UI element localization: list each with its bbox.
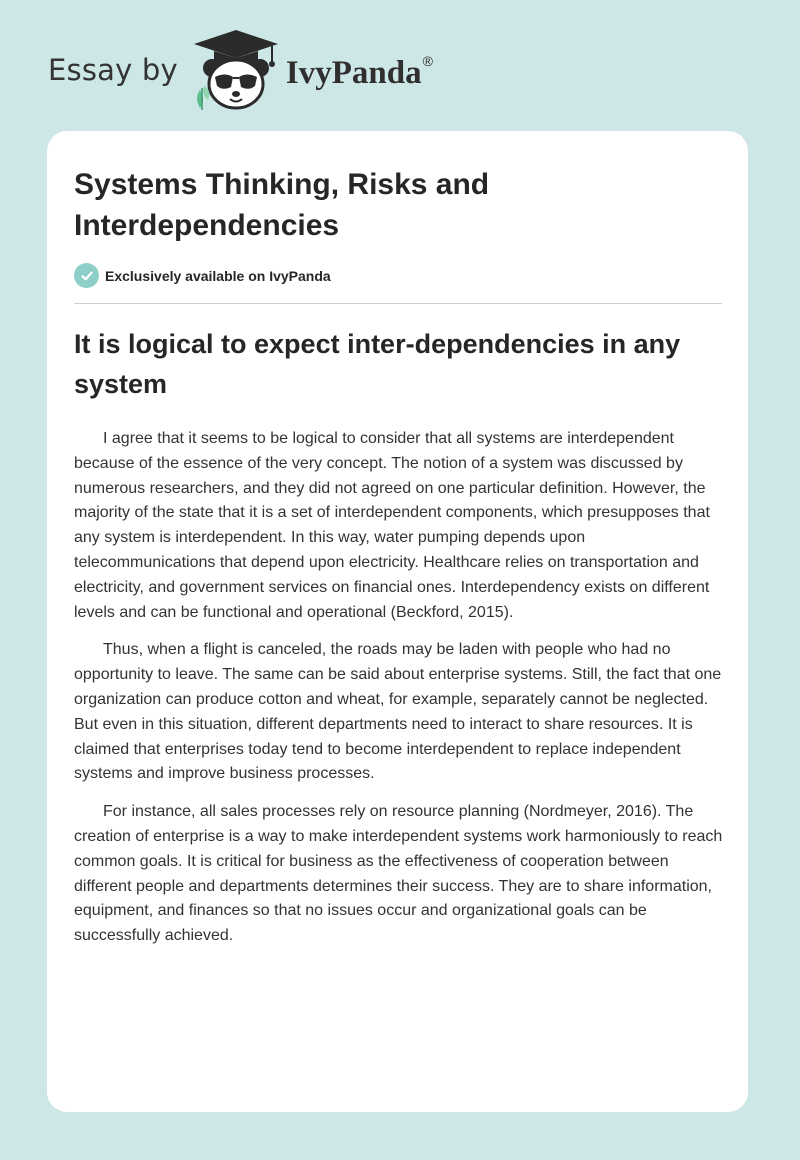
site-header (48, 28, 433, 112)
panda-graduate-icon[interactable] (192, 28, 280, 112)
article-body (74, 427, 724, 962)
paragraph: Thus, when a flight is canceled, the roads may be laden with people who had no opportunity to leave. The same can be said about enterprise systems. Still, the fact that one organization can produce cotton and wheat, for example, separately cannot be neglected. But even in this situation, different departments need to interact to share resources. It is claimed that enterprises today tend to become interdependent to replace independent systems and improve business processes. (74, 641, 722, 783)
badge-label: Exclusively available on IvyPanda (105, 267, 331, 284)
divider (74, 303, 722, 304)
check-circle-icon (74, 263, 99, 288)
essay-by-label: Essay by (48, 53, 178, 87)
page-title: Systems Thinking, Risks and Interdependencies (74, 168, 490, 242)
brand-name[interactable]: IvyPanda® (285, 52, 433, 91)
article-card (47, 131, 748, 1112)
section-heading: It is logical to expect inter-dependencies in any system (74, 329, 681, 399)
registered-mark: ® (422, 52, 433, 69)
exclusive-badge (74, 263, 331, 288)
paragraph: For instance, all sales processes rely on resource planning (Nordmeyer, 2016). The creation of enterprise is a way to make interdependent systems work harmoniously to reach common goals. It is critical for business as the effectiveness of cooperation between different people and departments determines their success. They are to share information, equipment, and finances so that no issues occur and organizational goals can be successfully achieved. (74, 803, 723, 945)
paragraph: I agree that it seems to be logical to consider that all systems are interdependent because of the essence of the very concept. The notion of a system was discussed by numerous researchers, and they did not agreed on one particular definition. However, the majority of the state that it is a set of interdependent components, which presupposes that any system is interdependent. In this way, water pumping depends upon telecommunications that depend upon electricity. Healthcare relies on transportation and electricity, and government services on financial ones. Interdependency exists on different levels and can be functional and operational (Beckford, 2015). (74, 430, 710, 621)
